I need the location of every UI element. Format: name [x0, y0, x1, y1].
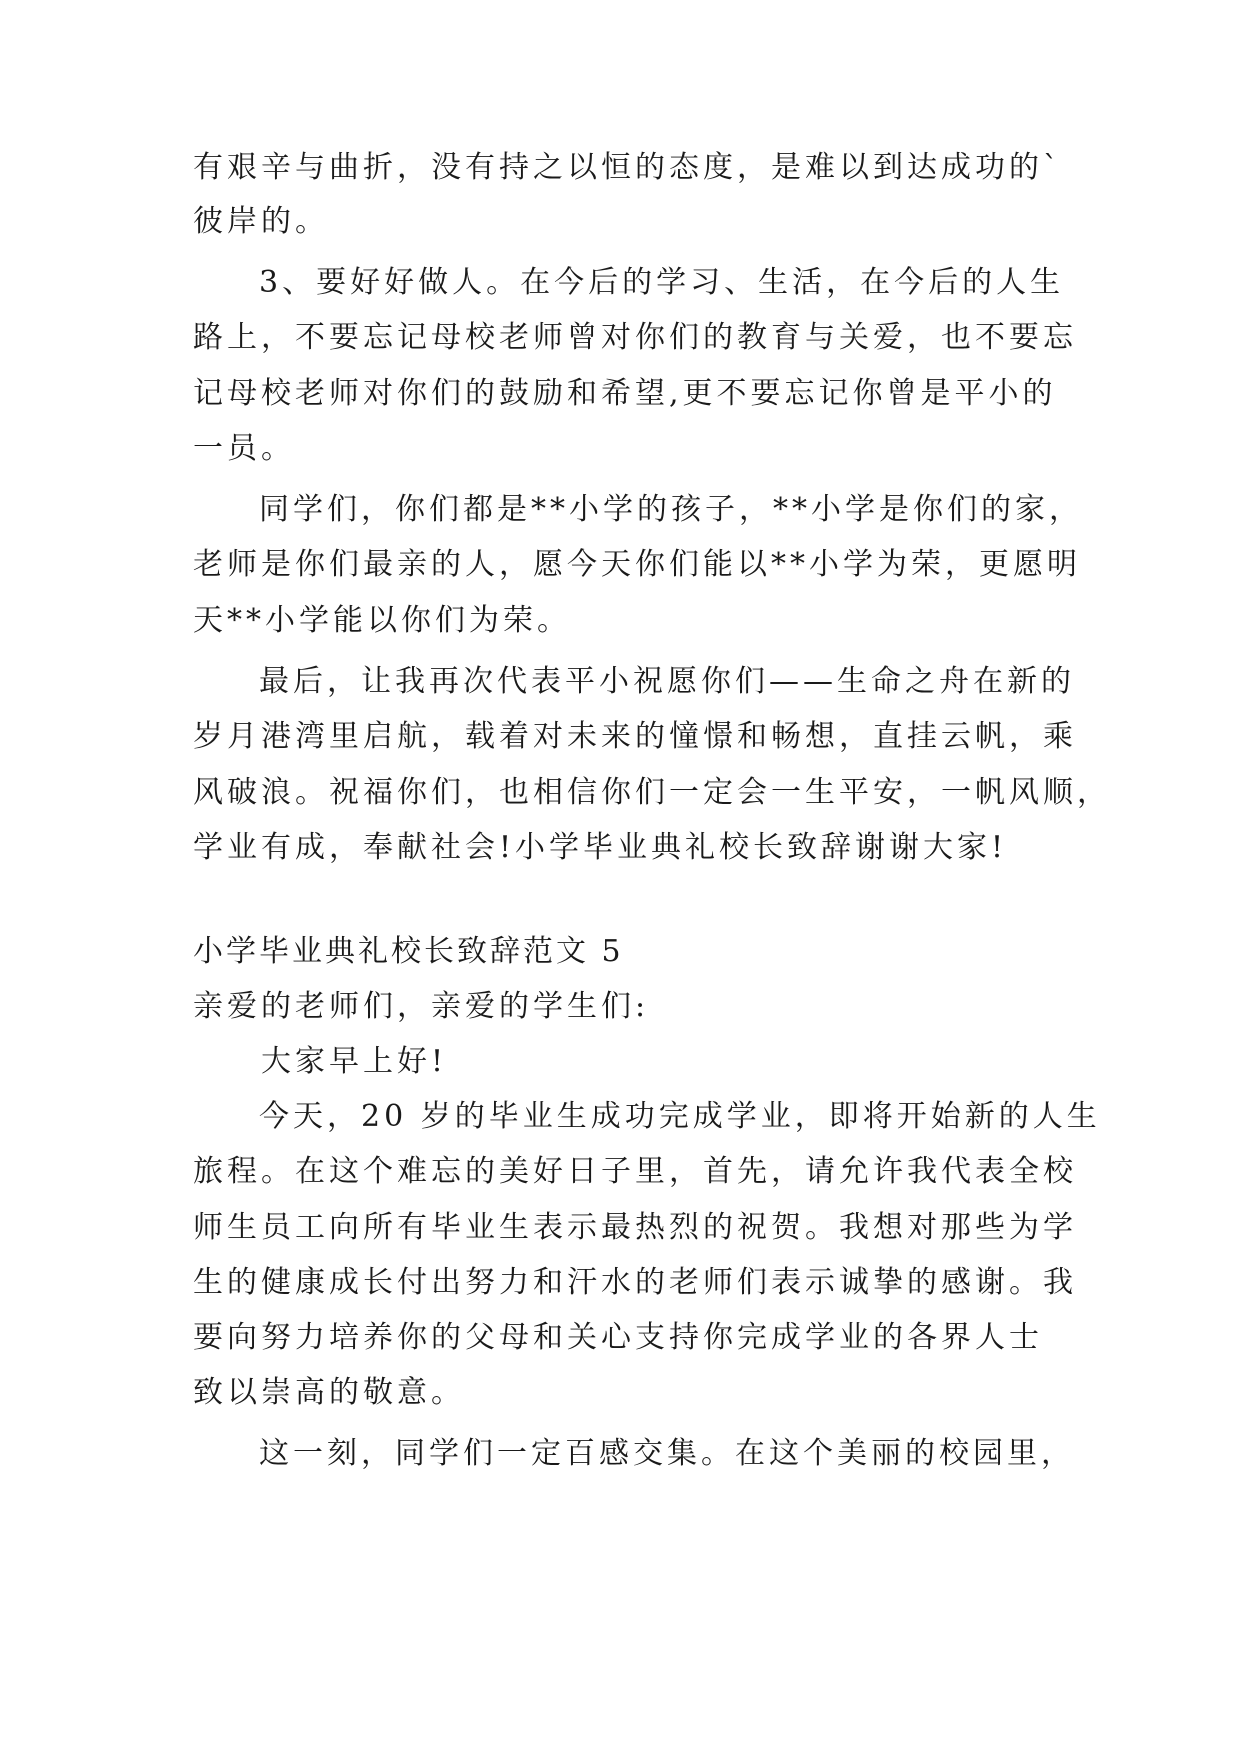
text-line: 旅程。在这个难忘的美好日子里，首先，请允许我代表全校 — [193, 1154, 1077, 1189]
text-line: 一员。 — [193, 431, 295, 466]
text-line: 师生员工向所有毕业生表示最热烈的祝贺。我想对那些为学 — [193, 1210, 1077, 1245]
text-line: 3、要好好做人。在今后的学习、生活，在今后的人生 — [259, 265, 1065, 300]
text-line: 老师是你们最亲的人，愿今天你们能以**小学为荣，更愿明 — [193, 547, 1081, 582]
text-line: 最后，让我再次代表平小祝愿你们——生命之舟在新的 — [259, 664, 1075, 699]
text-line: 要向努力培养你的父母和关心支持你完成学业的各界人士 — [193, 1320, 1043, 1355]
text-line: 有艰辛与曲折，没有持之以恒的态度，是难以到达成功的` — [193, 150, 1062, 185]
greeting: 大家早上好! — [261, 1044, 448, 1079]
text-line: 风破浪。祝福你们，也相信你们一定会一生平安，一帆风顺， — [193, 775, 1111, 810]
text-line: 天**小学能以你们为荣。 — [193, 603, 571, 638]
text-line: 路上，不要忘记母校老师曾对你们的教育与关爱，也不要忘 — [193, 320, 1077, 355]
text-line: 同学们，你们都是**小学的孩子，**小学是你们的家， — [259, 492, 1083, 527]
text-line: 致以崇高的敬意。 — [193, 1375, 465, 1410]
salutation: 亲爱的老师们，亲爱的学生们: — [193, 989, 650, 1024]
text-line: 这一刻，同学们一定百感交集。在这个美丽的校园里， — [259, 1436, 1075, 1471]
text-line: 记母校老师对你们的鼓励和希望,更不要忘记你曾是平小的 — [193, 376, 1057, 411]
text-line: 今天，20 岁的毕业生成功完成学业，即将开始新的人生 — [259, 1099, 1101, 1134]
text-line: 生的健康成长付出努力和汗水的老师们表示诚挚的感谢。我 — [193, 1265, 1077, 1300]
text-line: 学业有成，奉献社会!小学毕业典礼校长致辞谢谢大家! — [193, 830, 1008, 865]
text-line: 彼岸的。 — [193, 204, 329, 239]
section-title: 小学毕业典礼校长致辞范文 5 — [193, 934, 624, 969]
text-line: 岁月港湾里启航，载着对未来的憧憬和畅想，直挂云帆，乘 — [193, 719, 1077, 754]
